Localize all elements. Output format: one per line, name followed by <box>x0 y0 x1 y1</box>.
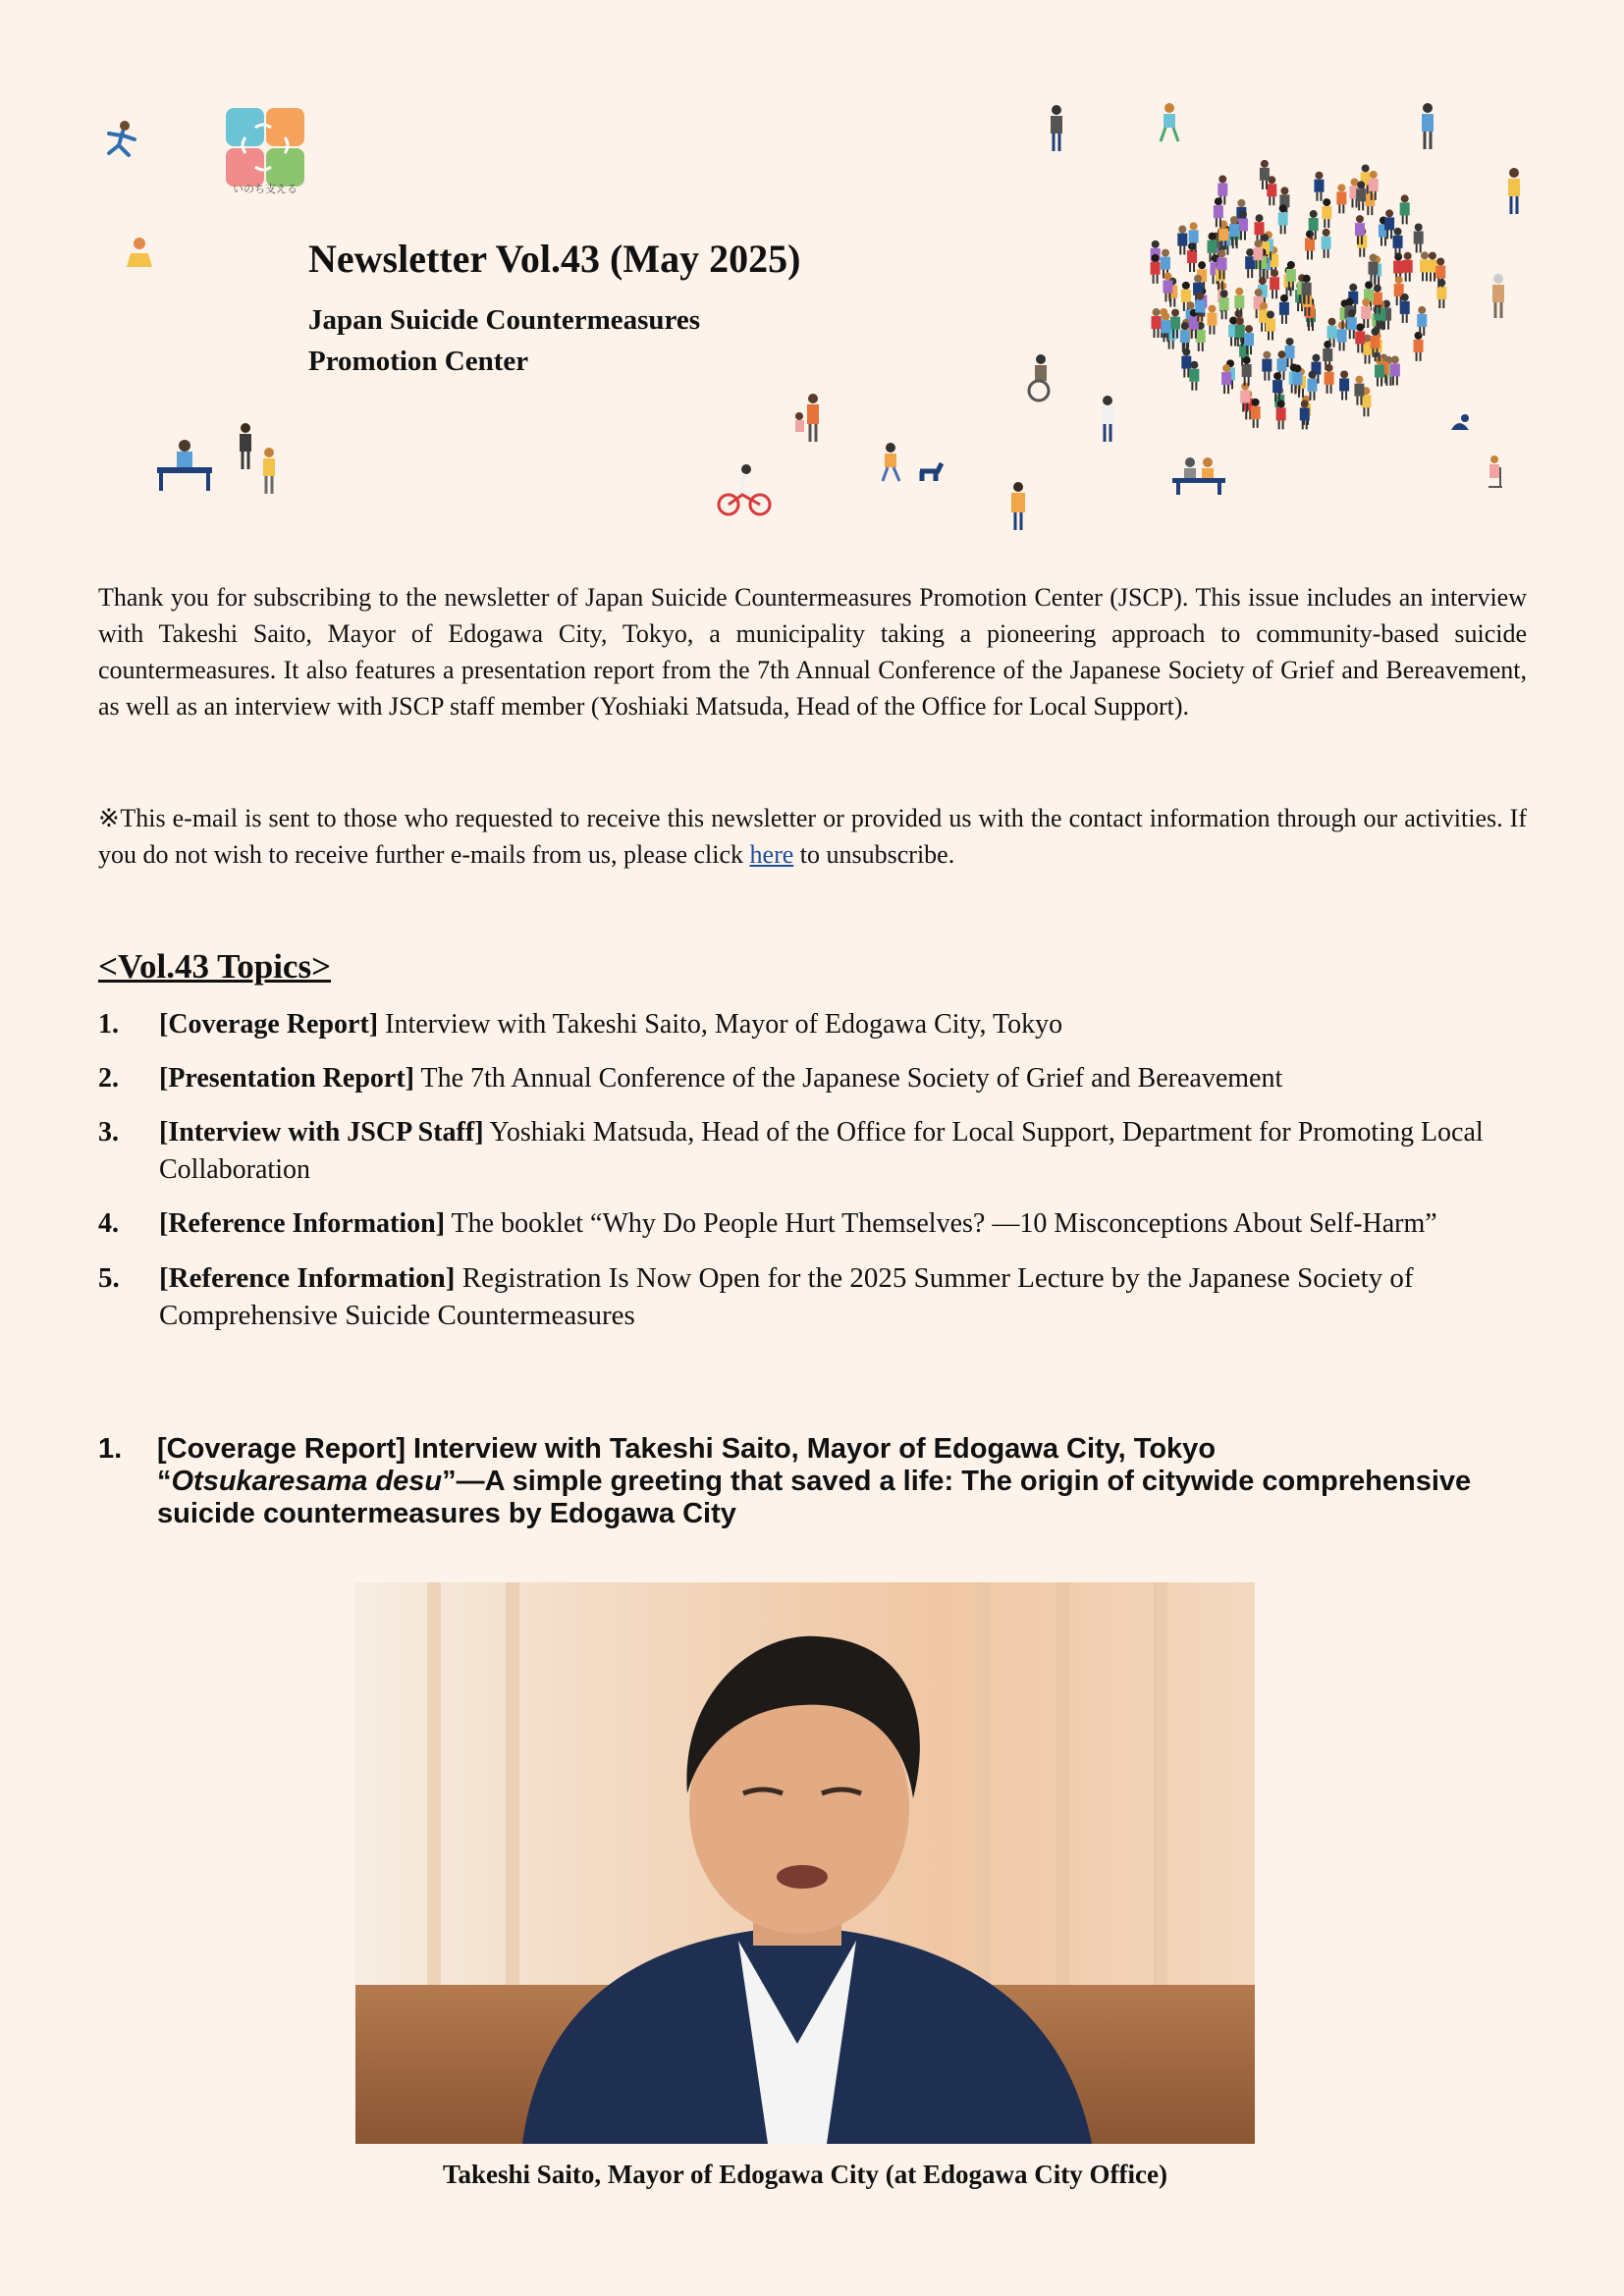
scooter-child-illustration <box>1485 454 1504 493</box>
topic-tag: [Reference Information] <box>159 1262 456 1294</box>
crowd-illustration <box>1110 133 1463 437</box>
wheelchair-illustration <box>1021 353 1066 402</box>
notice-text-after: to unsubscribe. <box>793 840 955 869</box>
cyclist-illustration <box>717 461 772 520</box>
topic-tag: [Interview with JSCP Staff] <box>159 1117 484 1148</box>
bench-couple-illustration <box>1170 456 1227 496</box>
topic-tag: [Reference Information] <box>159 1208 446 1239</box>
topics-heading: <Vol.43 Topics> <box>98 947 332 986</box>
logo-caption: いのち支える <box>233 183 298 195</box>
subtitle-italic-phrase: Otsukaresama desu <box>171 1466 443 1497</box>
child-illustration <box>236 422 255 473</box>
section-1-header <box>98 1433 1532 1530</box>
topic-number: 2. <box>98 1063 119 1094</box>
org-name-line-2: Promotion Center <box>308 346 529 377</box>
subtitle-rest: ”—A simple greeting that saved a life: The origin of citywide comprehensive suicide countermeasures by Edogawa City <box>157 1466 1472 1529</box>
newsletter-title: Newsletter Vol.43 (May 2025) <box>308 237 801 281</box>
runner-illustration <box>103 120 142 164</box>
topic-text: The 7th Annual Conference of the Japanese Society of Grief and Bereavement <box>413 1063 1283 1094</box>
section-number: 1. <box>98 1433 123 1465</box>
org-name-line-1: Japan Suicide Countermeasures <box>308 304 701 336</box>
mayor-photo <box>355 1582 1255 2144</box>
topic-text: The booklet “Why Do People Hurt Themselves? —10 Misconceptions About Self-Harm” <box>445 1208 1437 1239</box>
topic-item <box>98 1259 1532 1334</box>
topic-item <box>98 1060 1532 1097</box>
topic-tag: [Coverage Report] <box>159 1009 379 1040</box>
topic-item <box>98 1006 1532 1043</box>
topic-number: 4. <box>98 1208 119 1239</box>
unsubscribe-link[interactable]: here <box>749 840 794 869</box>
topic-text: Registration Is Now Open for the 2025 Summer Lecture by the Japanese Society of Comprehensive Suicide Countermeasures <box>159 1262 1414 1331</box>
dog-walker-illustration <box>877 442 946 485</box>
sitting-person-illustration <box>123 236 156 275</box>
topic-item <box>98 1114 1532 1189</box>
intro-paragraph: Thank you for subscribing to the newsletter of Japan Suicide Countermeasures Promotion Center (JSCP). This issue includes an interview with Takeshi Saito, Mayor of Edogawa City, Tokyo, a municipality taking a pioneering approach to community-based suicide countermeasures. It also features a presentation report from the 7th Annual Conference of the Japanese Society of Grief and Bereavement, as well as an interview with JSCP staff member (Yoshiaki Matsuda, Head of the Office for Local Support). <box>98 583 1527 721</box>
topics-list <box>98 1006 1532 1351</box>
parent-child-illustration <box>791 393 825 444</box>
topic-text: Interview with Takeshi Saito, Mayor of Edogawa City, Tokyo <box>378 1009 1063 1040</box>
topic-number: 5. <box>98 1262 120 1294</box>
standing-person-illustration <box>1006 481 1030 534</box>
subtitle-open-quote: “ <box>157 1466 172 1497</box>
standing-person-illustration-4 <box>1504 167 1524 218</box>
topic-item <box>98 1205 1532 1243</box>
topic-text: Yoshiaki Matsuda, Head of the Office for Local Support, Department for Promoting Local Collaboration <box>159 1117 1484 1185</box>
elderly-person-illustration <box>1489 273 1508 320</box>
photo-caption: Takeshi Saito, Mayor of Edogawa City (at Edogawa City Office) <box>443 2160 1167 2189</box>
topic-tag: [Presentation Report] <box>159 1063 414 1094</box>
unsubscribe-notice <box>98 800 1527 873</box>
topic-number: 3. <box>98 1117 119 1148</box>
notice-text-before: ※This e-mail is sent to those who requested to receive this newsletter or provided us with the contact information through our activities. If you do not wish to receive further e-mails from us, please click <box>98 804 1527 869</box>
section-1-title: [Coverage Report] Interview with Takeshi Saito, Mayor of Edogawa City, Tokyo <box>157 1433 1217 1465</box>
bench-reader-illustration <box>155 432 214 501</box>
section-1-subtitle <box>157 1466 1532 1530</box>
child-illustration-2 <box>259 447 279 498</box>
standing-person-illustration-2 <box>1047 104 1066 155</box>
topic-number: 1. <box>98 1009 119 1040</box>
